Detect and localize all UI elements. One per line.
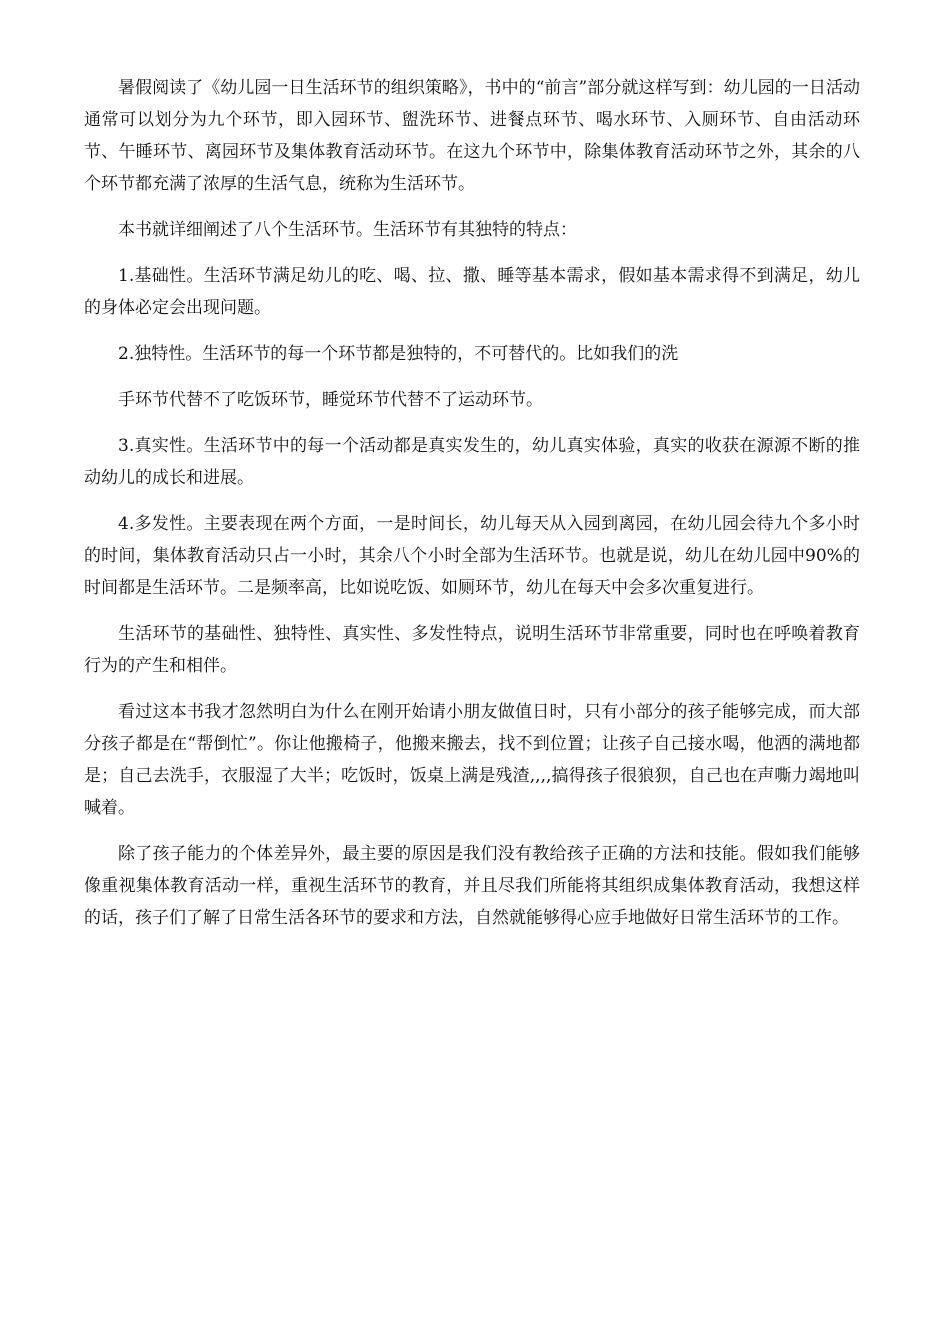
paragraph-point-3: 3.真实性。生活环节中的每一个活动都是真实发生的，幼儿真实体验，真实的收获在源源不断的推动幼儿的成长和进展。 bbox=[84, 436, 860, 488]
paragraph-point-4: 4.多发性。主要表现在两个方面，一是时间长，幼儿每天从入园到离园，在幼儿园会待九个多小时的时间，集体教育活动只占一小时，其余八个小时全部为生活环节。也就是说，幼儿在幼儿园中90%的时间都是生活环节。二是频率高，比如说吃饭、如厕环节，幼儿在每天中会多次重复进行。 bbox=[84, 514, 860, 598]
paragraph-point-2: 2.独特性。生活环节的每一个环节都是独特的，不可替代的。比如我们的洗 bbox=[118, 344, 679, 364]
paragraph-conclusion: 除了孩子能力的个体差异外，最主要的原因是我们没有教给孩子正确的方法和技能。假如我们能够像重视集体教育活动一样，重视生活环节的教育，并且尽我们所能将其组织成集体教育活动，我想这样的话，孩子们了解了日常生活各环节的要求和方法，自然就能够得心应手地做好日常生活环节的工作。 bbox=[84, 844, 860, 928]
paragraph-point-2-continued: 手环节代替不了吃饭环节，睡觉环节代替不了运动环节。 bbox=[118, 390, 543, 410]
paragraph-summary: 生活环节的基础性、独特性、真实性、多发性特点，说明生活环节非常重要，同时也在呼唤着教育行为的产生和相伴。 bbox=[84, 624, 860, 676]
paragraph-overview: 本书就详细阐述了八个生活环节。生活环节有其独特的特点： bbox=[118, 220, 577, 240]
paragraph-point-1: 1.基础性。生活环节满足幼儿的吃、喝、拉、撒、睡等基本需求，假如基本需求得不到满足，幼儿的身体必定会出现问题。 bbox=[84, 266, 860, 318]
document-body bbox=[84, 72, 860, 948]
paragraph-reflection: 看过这本书我才忽然明白为什么在刚开始请小朋友做值日时，只有小部分的孩子能够完成，而大部分孩子都是在“帮倒忙”。你让他搬椅子，他搬来搬去，找不到位置；让孩子自己接水喝，他洒的满地都是；自己去洗手，衣服湿了大半；吃饭时，饭桌上满是残渣,,,,搞得孩子很狼狈，自己也在声嘶力竭地叫喊着。 bbox=[84, 702, 860, 818]
paragraph-intro: 暑假阅读了《幼儿园一日生活环节的组织策略》，书中的“前言”部分就这样写到：幼儿园的一日活动通常可以划分为九个环节，即入园环节、盥洗环节、进餐点环节、喝水环节、入厕环节、自由活动环节、午睡环节、离园环节及集体教育活动环节。在这九个环节中，除集体教育活动环节之外，其余的八个环节都充满了浓厚的生活气息，统称为生活环节。 bbox=[84, 78, 860, 194]
